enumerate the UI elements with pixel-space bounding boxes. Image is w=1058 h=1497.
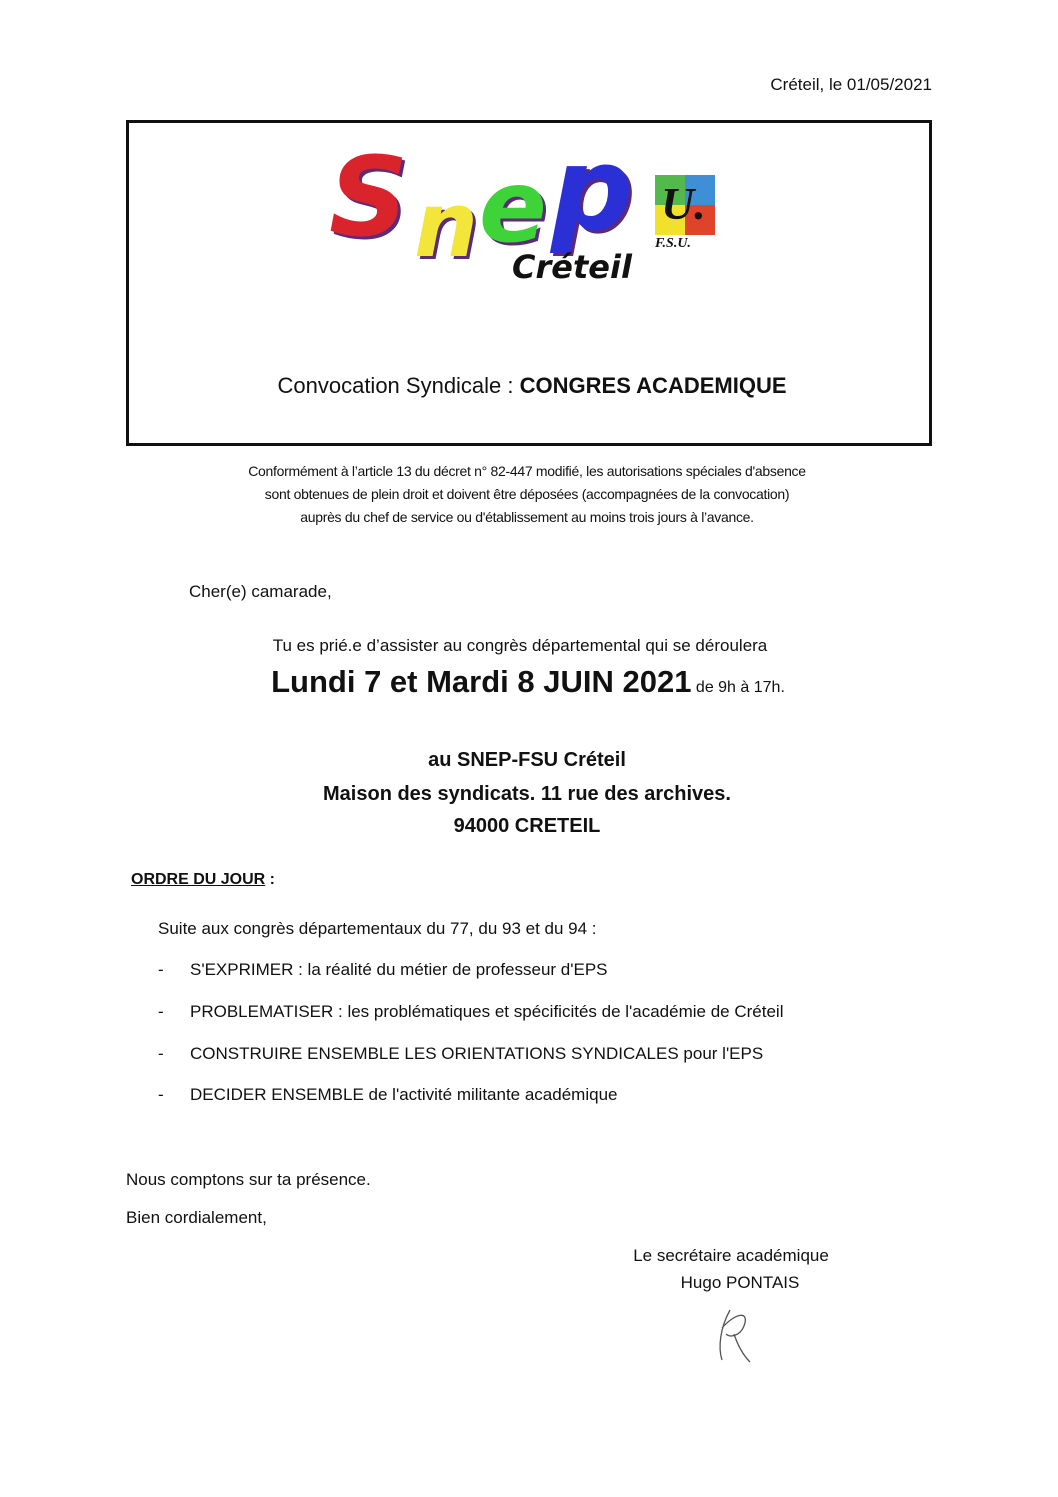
agenda-intro: Suite aux congrès départementaux du 77, du 93 et du 94 : — [158, 919, 597, 938]
list-item: - DECIDER ENSEMBLE de l'activité militante académique — [158, 1085, 618, 1104]
greeting: Cher(e) camarade, — [189, 582, 332, 601]
date-line: Créteil, le 01/05/2021 — [770, 75, 932, 94]
agenda-heading: ORDRE DU JOUR : — [131, 871, 276, 888]
page-title: Convocation Syndicale : CONGRES ACADEMIQUE — [277, 373, 787, 398]
snep-logo: S n e p U. F.S.U. Créteil — [329, 143, 729, 313]
signature-role: Le secrétaire académique — [633, 1246, 829, 1265]
list-item: - S'EXPRIMER : la réalité du métier de professeur d'EPS — [158, 960, 608, 979]
event-dates: Lundi 7 et Mardi 8 JUIN 2021 de 9h à 17h. — [271, 664, 785, 699]
closing-line: Bien cordialement, — [126, 1208, 267, 1227]
invite-text: Tu es prié.e d’assister au congrès départemental qui se déroulera — [272, 636, 768, 655]
list-item: - PROBLEMATISER : les problématiques et spécificités de l'académie de Créteil — [158, 1002, 784, 1021]
document-page: Créteil, le 01/05/2021 S n e p U. F.S.U. Créteil Convocation Syndicale : CONGRES ACADEMIQUE Conformément à l’article 13 du décret n° 82-447 modifié, les autorisations spéciales d'absence sont obtenues de plein droit et doivent être déposées (accompagnées de la convocation) auprès du chef de service ou d'établissement au moins trois jours à l’avance. Cher(e) camarade, Tu es prié.e d’assister au congrès départemental qui se déroulera Lundi 7 et Mardi 8 JUIN 2021 de 9h à 17h. au SNEP-FSU Créteil Maison des syndicats. 11 rue des archives. 94000 CRETEIL ORDRE DU JOUR : Suite aux congrès départementaux du 77, du 93 et du 94 : - S'EXPRIMER : la réalité du métier de professeur d'EPS - PROBLEMATISER : les problématiques et spécificités de l'académie de Créteil - CONSTRUIRE ENSEMBLE LES ORIENTATIONS SYNDICALES pour l'EPS - DECIDER ENSEMBLE de l'activité militante académique Nous comptons sur ta présence. Bien cordialement, Le secrétaire académique Hugo PONTAIS — [0, 0, 1058, 1497]
closing-line: Nous comptons sur ta présence. — [126, 1170, 371, 1189]
fsu-u-logo: U. — [655, 175, 715, 235]
handwritten-signature — [700, 1298, 790, 1368]
header-box — [126, 120, 932, 446]
list-item: - CONSTRUIRE ENSEMBLE LES ORIENTATIONS SYNDICALES pour l'EPS — [158, 1044, 764, 1063]
signature-name: Hugo PONTAIS — [680, 1273, 800, 1292]
